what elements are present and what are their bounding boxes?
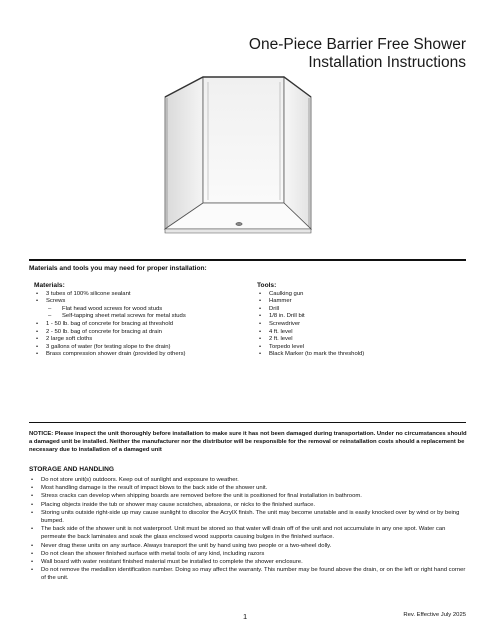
- list-item: • Do not clean the shower finished surface with metal tools of any kind, including razors: [29, 550, 469, 558]
- list-item: • Hammer: [257, 298, 377, 306]
- list-item: • 1/8 in. Drill bit: [257, 313, 377, 321]
- shower-unit-illustration: [0, 0, 495, 265]
- storage-list: [29, 476, 469, 583]
- list-item: • 3 gallons of water (for testing slope to the drain): [34, 344, 244, 352]
- list-item: • Storing units outside right-side up may cause sunlight to discolor the AcrylX finish. The unit may become unstable and is easily knocked over by wind or by being bumped.: [29, 509, 469, 525]
- materials-section-heading: Materials and tools you may need for proper installation:: [29, 265, 207, 272]
- list-item: • Black Marker (to mark the threshold): [257, 351, 377, 359]
- tools-column: [257, 282, 377, 359]
- title-line-1: One-Piece Barrier Free Shower: [248, 36, 466, 53]
- list-item: • Stress cracks can develop when shipping boards are removed before the unit is positioned for final installation in bathroom.: [29, 492, 469, 500]
- drain-icon: [236, 222, 242, 225]
- list-item: • 4 ft. level: [257, 329, 377, 337]
- storage-heading: STORAGE AND HANDLING: [29, 466, 114, 473]
- revision-date: Rev. Effective July 2025: [403, 612, 466, 618]
- list-item: • Drill: [257, 306, 377, 314]
- list-item: • Do not remove the medallion identification number. Doing so may affect the warranty. This number may be found above the drain, or on the left or right hand corner of the unit.: [29, 566, 469, 582]
- list-item: • Do not store unit(s) outdoors. Keep out of sunlight and exposure to weather.: [29, 476, 469, 484]
- list-item: • Torpedo level: [257, 344, 377, 352]
- list-item: • Screwdriver: [257, 321, 377, 329]
- tools-heading: Tools:: [257, 282, 277, 289]
- list-item: • Brass compression shower drain (provided by others): [34, 351, 244, 359]
- list-item: • 2 ft. level: [257, 336, 377, 344]
- list-item: • Never drag these units on any surface. Always transport the unit by hand using two people or a two-wheel dolly.: [29, 542, 469, 550]
- section-divider-bottom: [29, 422, 466, 423]
- list-item: • Placing objects inside the tub or shower may cause scratches, abrasions, or nicks to the finished surface.: [29, 501, 469, 509]
- list-item: • The back side of the shower unit is not waterproof. Unit must be stored so that water will drain off of the unit and not accumulate in any one spot. Water can permeate the back laminates and soak the glass enclosed wood supports causing bulges in the finished surface.: [29, 525, 469, 541]
- list-item: • 1 - 50 lb. bag of concrete for bracing at threshold: [34, 321, 244, 329]
- list-item: • 2 large soft cloths: [34, 336, 244, 344]
- tools-list: [257, 291, 377, 359]
- section-divider-top: [29, 259, 466, 261]
- list-item: • Most handling damage is the result of impact blows to the back side of the shower unit.: [29, 484, 469, 492]
- list-item: • Screws: [34, 298, 244, 306]
- notice-paragraph: NOTICE: Please inspect the unit thoroughly before installation to make sure it has not been damaged during transportation. Under no circumstances should a damaged unit be installed. Neither the manufacturer nor the distributor will be responsible for the removal or reinstallation costs should a replacement be necessary due to installation of a damaged unit: [29, 431, 467, 454]
- materials-heading: Materials:: [34, 282, 65, 289]
- list-item: • Wall board with water resistant finished material must be installed to complete the shower enclosure.: [29, 558, 469, 566]
- list-item: – Flat head wood screws for wood studs: [34, 306, 244, 314]
- materials-column: [34, 282, 244, 359]
- list-item: • 3 tubes of 100% silicone sealant: [34, 291, 244, 299]
- materials-list: [34, 291, 244, 359]
- list-item: • 2 - 50 lb. bag of concrete for bracing at drain: [34, 329, 244, 337]
- list-item: • Caulking gun: [257, 291, 377, 299]
- title-line-2: Installation Instructions: [308, 54, 466, 71]
- page-number: 1: [243, 612, 248, 621]
- list-item: – Self-tapping sheet metal screws for metal studs: [34, 313, 244, 321]
